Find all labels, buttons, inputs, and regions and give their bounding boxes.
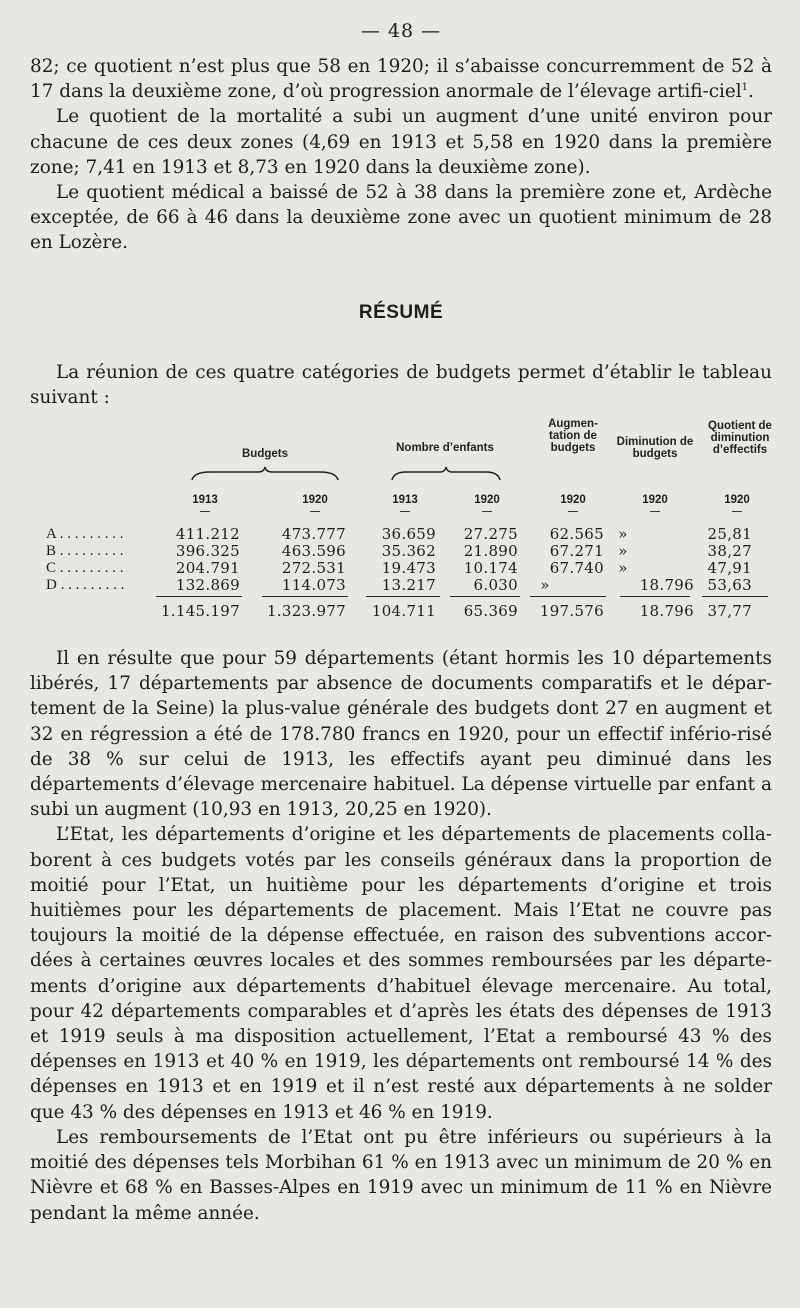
cell: » bbox=[540, 576, 550, 595]
cell: 62.565 bbox=[549, 525, 604, 544]
cell: 6.030 bbox=[473, 576, 518, 595]
total-rule bbox=[620, 596, 690, 597]
cell: 38,27 bbox=[707, 542, 752, 561]
brace-enfants bbox=[390, 466, 502, 484]
total-rule bbox=[702, 596, 768, 597]
year-dash bbox=[482, 511, 492, 512]
row-label-b: B . . . . . . . . . bbox=[46, 543, 124, 560]
row-label-a: A . . . . . . . . . bbox=[46, 526, 124, 543]
year-enfants-1920: 1920 bbox=[474, 494, 500, 507]
cell: 21.890 bbox=[463, 542, 518, 561]
total-cell: 197.576 bbox=[539, 602, 604, 621]
cell: 18.796 bbox=[639, 576, 694, 595]
cell: 10.174 bbox=[463, 559, 518, 578]
header-diminution: Diminution de budgets bbox=[616, 436, 694, 461]
year-quotient-1920: 1920 bbox=[724, 494, 750, 507]
paragraph-1-text: 82; ce quotient n’est plus que 58 en 1920; il s’abaisse concurremment de 52 à 17 dans la deuxième zone, d’où progression anormale de l’élevage artifi-ciel bbox=[30, 56, 772, 103]
cell: 272.531 bbox=[281, 559, 346, 578]
paragraph-1-end: . bbox=[748, 81, 754, 103]
summary-table bbox=[30, 418, 772, 628]
cell: 27.275 bbox=[463, 525, 518, 544]
year-dash bbox=[650, 511, 660, 512]
year-dash bbox=[200, 511, 210, 512]
cell: 35.362 bbox=[381, 542, 436, 561]
total-cell: 37,77 bbox=[707, 602, 752, 621]
total-rule bbox=[450, 596, 520, 597]
cell: 473.777 bbox=[281, 525, 346, 544]
year-dash bbox=[568, 511, 578, 512]
year-dash bbox=[732, 511, 742, 512]
total-cell: 104.711 bbox=[371, 602, 436, 621]
cell: 67.740 bbox=[549, 559, 604, 578]
brace-budgets bbox=[190, 466, 340, 484]
cell: » bbox=[618, 525, 628, 544]
year-dash bbox=[310, 511, 320, 512]
header-augmentation: Augmen- tation de budgets bbox=[548, 418, 598, 455]
cell: 53,63 bbox=[707, 576, 752, 595]
cell: 13.217 bbox=[381, 576, 436, 595]
total-rule bbox=[156, 596, 242, 597]
cell: » bbox=[618, 559, 628, 578]
cell: 114.073 bbox=[281, 576, 346, 595]
paragraph-1 bbox=[30, 54, 772, 104]
paragraph-6: Les remboursements de l’Etat ont pu être inférieurs ou supérieurs à la moitié des dépenses tels Morbihan 61 % en 1913 avec un minimum de 20 % en Nièvre et 68 % en Basses-Alpes en 1919 avec un minimum de 11 % en Nièvre pendant la même année. bbox=[30, 1126, 772, 1224]
cell: » bbox=[618, 542, 628, 561]
cell: 36.659 bbox=[381, 525, 436, 544]
header-budgets: Budgets bbox=[242, 448, 288, 461]
section-heading: RÉSUMÉ bbox=[358, 301, 444, 323]
header-enfants: Nombre d’enfants bbox=[396, 442, 494, 455]
total-rule bbox=[366, 596, 440, 597]
cell: 411.212 bbox=[175, 525, 240, 544]
row-label-c: C . . . . . . . . . bbox=[46, 560, 124, 577]
total-rule bbox=[262, 596, 348, 597]
paragraph-3: Le quotient médical a baissé de 52 à 38 dans la première zone et, Ardèche exceptée, de 66 à 46 dans la deuxième zone avec un quotient minimum de 28 en Lozère. bbox=[30, 182, 772, 254]
paragraph-4: Il en résulte que pour 59 départements (étant hormis les 10 départements libérés, 17 départements par absence de documents comparatifs et le dépar-tement de la Seine) la plus-value générale des budgets dont 27 en augment et 32 en régression a été de 178.780 francs en 1920, pour un effectif infério-risé de 38 % sur celui de 1913, les effectifs ayant peu diminué dans les départements d’élevage mercenaire habituel. La dépense virtuelle par enfant a subi un augment (10,93 en 1913, 20,25 en 1920). bbox=[30, 648, 772, 821]
year-budgets-1920: 1920 bbox=[302, 494, 328, 507]
cell: 19.473 bbox=[381, 559, 436, 578]
total-cell: 1.323.977 bbox=[266, 602, 346, 621]
cell: 204.791 bbox=[175, 559, 240, 578]
document-page bbox=[30, 20, 772, 1226]
paragraph-2: Le quotient de la mortalité a subi un augment d’une unité environ pour chacune de ces deux zones (4,69 en 1913 et 5,58 en 1920 dans la première zone; 7,41 en 1913 et 8,73 en 1920 dans la deuxième zone). bbox=[30, 106, 772, 178]
total-rule bbox=[530, 596, 606, 597]
cell: 132.869 bbox=[175, 576, 240, 595]
total-cell: 1.145.197 bbox=[160, 602, 240, 621]
total-cell: 18.796 bbox=[639, 602, 694, 621]
cell: 396.325 bbox=[175, 542, 240, 561]
cell: 463.596 bbox=[281, 542, 346, 561]
summary-intro: La réunion de ces quatre catégories de budgets permet d’établir le tableau suivant : bbox=[30, 361, 772, 408]
cell: 67.271 bbox=[549, 542, 604, 561]
year-budgets-1913: 1913 bbox=[192, 494, 218, 507]
row-label-d: D . . . . . . . . . bbox=[46, 577, 125, 594]
footnote-mark: 1 bbox=[741, 82, 749, 94]
header-quotient: Quotient de diminution d’effectifs bbox=[708, 420, 772, 457]
page-number: — 48 — bbox=[360, 20, 442, 42]
paragraph-5: L’Etat, les départements d’origine et les départements de placements colla-borent à ces budgets votés par les conseils généraux dans la proportion de moitié pour l’Etat, un huitième pour les départements d’origine et trois huitièmes pour les départements de placement. Mais l’Etat ne couvre pas toujours la moitié de la dépense effectuée, en raison des subventions accor-dées à certaines œuvres locales et des sommes remboursées par les départe-ments d’origine aux départements d’habituel élevage mercenaire. Au total, pour 42 départements comparables et d’après les états des dépenses de 1913 et 1919 seuls à ma disposition actuellement, l’Etat a remboursé 43 % des dépenses en 1913 et 40 % en 1919, les départements ont remboursé 14 % des dépenses en 1913 et en 1919 et il n’est resté aux départements à ne solder que 43 % des dépenses en 1913 et 46 % en 1919. bbox=[30, 824, 772, 1123]
year-augmentation-1920: 1920 bbox=[560, 494, 586, 507]
cell: 25,81 bbox=[707, 525, 752, 544]
total-cell: 65.369 bbox=[463, 602, 518, 621]
year-diminution-1920: 1920 bbox=[642, 494, 668, 507]
year-enfants-1913: 1913 bbox=[392, 494, 418, 507]
year-dash bbox=[400, 511, 410, 512]
cell: 47,91 bbox=[707, 559, 752, 578]
